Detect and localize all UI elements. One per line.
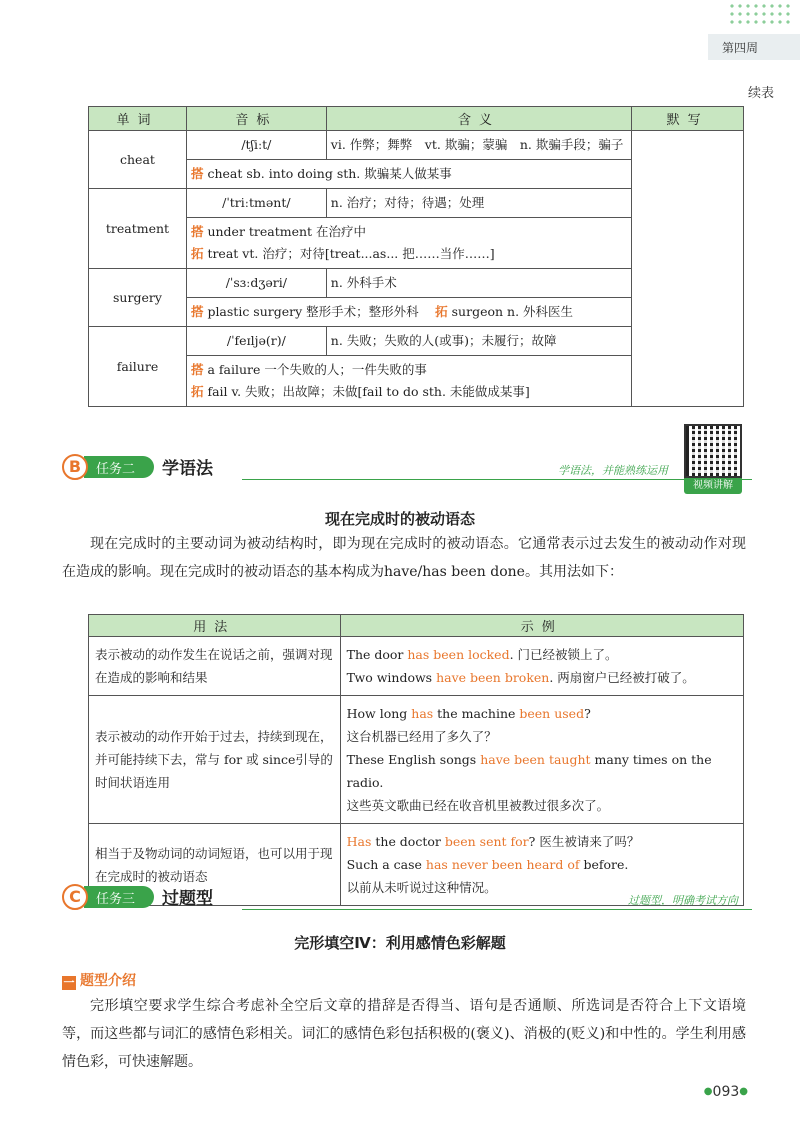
collocation-tag: 搭: [190, 224, 204, 239]
extension-tag: 拓: [190, 384, 204, 399]
example-line: [347, 725, 737, 748]
usage-description: 相当于及物动词的动词短语，也可以用于现在完成时的被动语态: [89, 824, 341, 906]
example-text: How long: [346, 706, 412, 721]
usage-examples: [340, 637, 743, 696]
section-heading: 过题型: [162, 889, 213, 909]
page-number-text: 093: [712, 1084, 740, 1100]
usage-row: [89, 637, 744, 696]
vocab-phonetic: /ˈsɜːdʒəri/: [186, 269, 326, 298]
vocab-row: [89, 131, 744, 160]
example-text: . 两扇窗户已经被打破了。: [549, 670, 695, 685]
usage-header-usage: 用法: [89, 615, 341, 637]
dot-icon: ●: [703, 1086, 713, 1097]
highlighted-phrase: has been locked: [407, 647, 510, 662]
vocab-word: cheat: [89, 131, 187, 189]
highlighted-phrase: has never been heard of: [425, 857, 580, 872]
example-text: before.: [579, 857, 629, 872]
page-number: [704, 1084, 748, 1100]
section-letter-badge: C: [62, 884, 88, 910]
usage-header-row: [89, 615, 744, 637]
vocab-phonetic: /ˈtriːtmənt/: [186, 189, 326, 218]
usage-description: 表示被动的动作开始于过去，持续到现在，并可能持续下去，常与 for 或 since引导的时间状语连用: [89, 696, 341, 824]
extension-tag: 拓: [190, 246, 204, 261]
vocab-meaning: n. 失败；失败的人(或事)；未履行；故障: [326, 327, 631, 356]
note-text: under treatment 在治疗中: [207, 224, 367, 239]
vocab-note: [186, 298, 631, 327]
example-text: ?: [584, 706, 591, 721]
example-text: Two windows: [346, 670, 437, 685]
vocab-word: surgery: [89, 269, 187, 327]
cloze-title: 完形填空Ⅳ：利用感情色彩解题: [294, 934, 506, 952]
grammar-title: 现在完成时的被动语态: [324, 510, 475, 528]
cloze-intro: 完形填空要求学生综合考虑补全空后文章的措辞是否得当、语句是否通顺、所选词是否符合上下文语境等，而这些都与词汇的感情色彩相关。词汇的感情色彩包括积极的(褒义)、消极的(贬义)和中性的。学生利用感情色彩，可快速解题。: [62, 998, 746, 1070]
usage-header-example: 示例: [340, 615, 743, 637]
vocab-word: treatment: [89, 189, 187, 269]
subsection-heading: [62, 970, 136, 990]
vocab-word: failure: [89, 327, 187, 407]
vocab-table: [88, 106, 744, 407]
vocab-header-dictation: 默写: [632, 107, 744, 131]
example-text: 这些英文歌曲已经在收音机里被教过很多次了。: [346, 798, 610, 813]
section-divider: [242, 479, 752, 480]
dictation-column[interactable]: [632, 131, 744, 407]
example-text: These English songs: [346, 752, 481, 767]
highlighted-phrase: Has: [346, 834, 372, 849]
note-text: treat vt. 治疗；对待[treat...as... 把……当作……]: [207, 246, 495, 261]
note-text: fail v. 失败；出故障；未做[fail to do sth. 未能做成某事]: [207, 384, 530, 399]
example-line: [347, 830, 737, 853]
subsection-number: 一: [63, 976, 75, 989]
example-text: 以前从未听说过这种情况。: [346, 880, 497, 895]
example-text: The door: [346, 647, 408, 662]
section-letter-badge: B: [62, 454, 88, 480]
vocab-meaning: n. 治疗；对待；待遇；处理: [326, 189, 631, 218]
subsection-label: 题型介绍: [80, 973, 136, 989]
section-divider: [242, 909, 752, 910]
qr-label: 视频讲解: [684, 478, 742, 494]
vocab-header-phonetic: 音标: [186, 107, 326, 131]
usage-examples: [340, 696, 743, 824]
vocab-header-word: 单词: [89, 107, 187, 131]
highlighted-phrase: has: [411, 706, 434, 721]
section-hint: 学语法，并能熟练运用: [558, 464, 668, 477]
vocab-meaning: vi. 作弊；舞弊 vt. 欺骗；蒙骗 n. 欺骗手段；骗子: [326, 131, 631, 160]
example-line: [347, 853, 737, 876]
section-b-bar: [62, 452, 752, 482]
grammar-intro: 现在完成时的主要动词为被动结构时，即为现在完成时的被动语态。它通常表示过去发生的被动动作对现在造成的影响。现在完成时的被动语态的基本构成为have/has been done。其用法如下：: [62, 536, 746, 580]
continued-label: 续表: [747, 86, 774, 101]
qr-code[interactable]: [684, 424, 742, 496]
example-text: ? 医生被请来了吗？: [528, 834, 640, 849]
example-line: [347, 748, 737, 794]
example-text: 这台机器已经用了多久了？: [346, 729, 497, 744]
usage-description: 表示被动的动作发生在说话之前，强调对现在造成的影响和结果: [89, 637, 341, 696]
example-text: . 门已经被锁上了。: [509, 647, 618, 662]
example-text: the doctor: [371, 834, 445, 849]
vocab-phonetic: /ˈfeɪljə(r)/: [186, 327, 326, 356]
collocation-tag: 搭: [190, 304, 204, 319]
task-pill: 任务二: [84, 456, 154, 478]
highlighted-phrase: have been taught: [480, 752, 591, 767]
vocab-note: [186, 356, 631, 407]
note-text: surgeon n. 外科医生: [451, 304, 574, 319]
example-line: [347, 794, 737, 817]
collocation-tag: 搭: [190, 166, 204, 181]
section-hint: 过题型，明确考试方向: [628, 894, 738, 907]
qr-code-icon: [684, 424, 742, 478]
highlighted-phrase: been used: [519, 706, 585, 721]
highlighted-phrase: have been broken: [436, 670, 550, 685]
vocab-header-row: [89, 107, 744, 131]
note-text: cheat sb. into doing sth. 欺骗某人做某事: [207, 166, 452, 181]
extension-tag: 拓: [435, 304, 448, 319]
section-c-bar: [62, 882, 752, 912]
note-text: a failure 一个失败的人；一件失败的事: [207, 362, 427, 377]
week-tab: 第四周: [708, 34, 800, 60]
vocab-note: [186, 160, 631, 189]
section-heading: 学语法: [162, 459, 213, 479]
note-text: plastic surgery 整形手术；整形外科: [207, 304, 419, 319]
vocab-phonetic: /tʃiːt/: [186, 131, 326, 160]
vocab-note: [186, 218, 631, 269]
usage-row: [89, 696, 744, 824]
vocab-header-meaning: 含义: [326, 107, 631, 131]
example-text: many times on the radio.: [346, 752, 712, 790]
decorative-dot-pattern: [728, 2, 792, 28]
example-line: [347, 643, 737, 666]
example-line: [347, 702, 737, 725]
task-pill: 任务三: [84, 886, 154, 908]
vocab-meaning: n. 外科手术: [326, 269, 631, 298]
usage-table: [88, 614, 744, 906]
dot-icon: ●: [739, 1086, 748, 1097]
example-line: [347, 666, 737, 689]
example-text: Such a case: [346, 857, 426, 872]
highlighted-phrase: been sent for: [444, 834, 529, 849]
example-text: the machine: [433, 706, 520, 721]
collocation-tag: 搭: [190, 362, 204, 377]
